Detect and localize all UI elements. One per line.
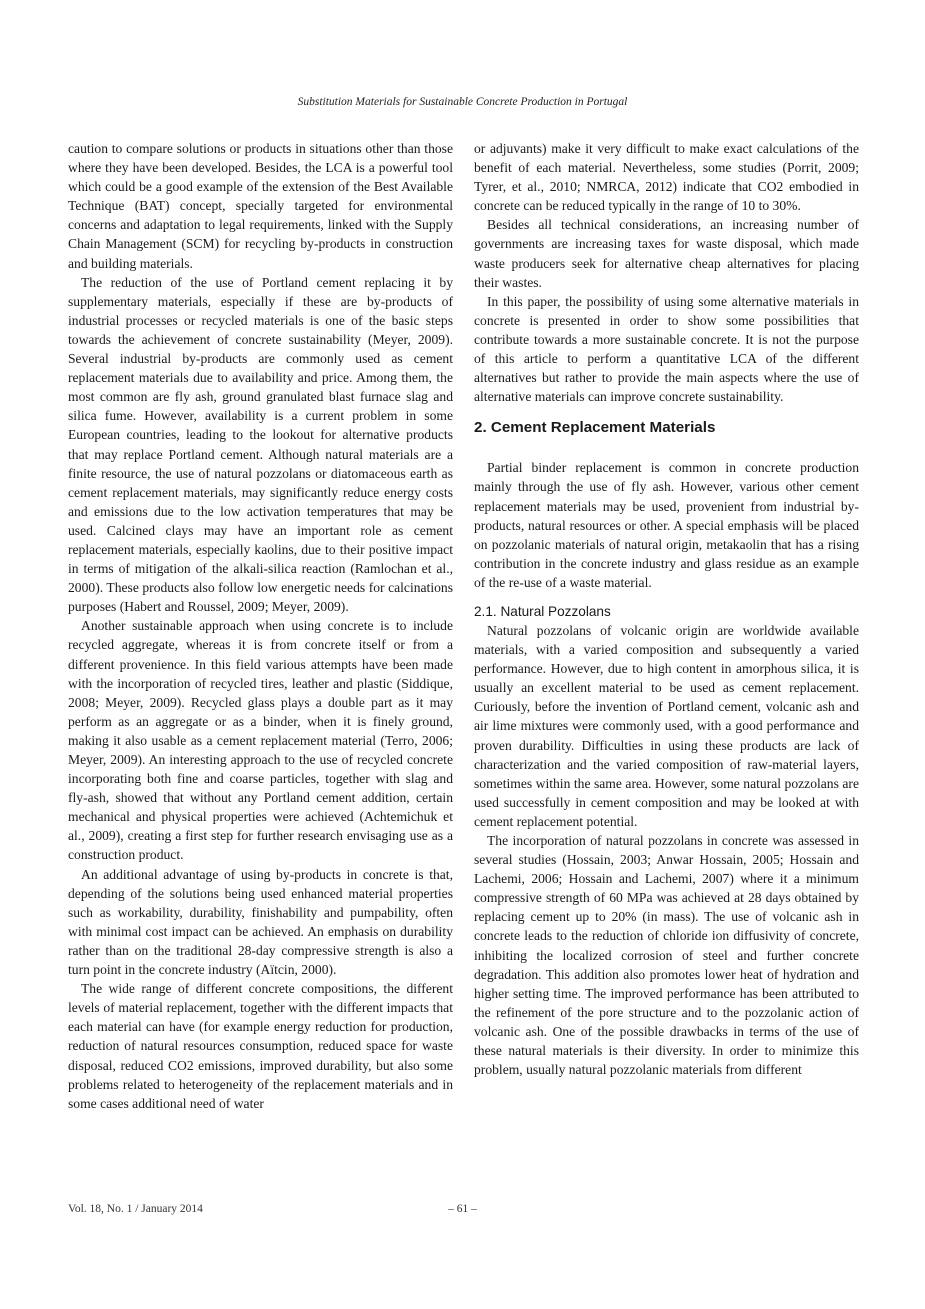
body-paragraph: or adjuvants) make it very difficult to make exact calculations of the benefit of each material. Nevertheless, some studies (Porrit, 2009; Tyrer, et al., 2010; NMRCA, 2012) indicate that CO2 embodied in concrete can be reduced typically in the range of 10 to 30%. [474, 141, 859, 214]
body-paragraph: caution to compare solutions or products in situations other than those where they have been developed. Besides, the LCA is a powerful tool which could be a good example of the extension of the Best Available Technique (BAT) concept, specially targeted for environmental concerns and adaptation to legal requirements, linked with the Supply Chain Management (SCM) for recycling by-products in construction and building materials. [68, 141, 453, 271]
page-number: – 61 – [448, 1203, 477, 1215]
body-paragraph: In this paper, the possibility of using some alternative materials in concrete is presented in order to show some possibilities that contribute towards a more sustainable concrete. It is not the purpose of this article to perform a quantitative LCA of the different alternatives but rather to provide the main aspects where the use of alternative materials can improve concrete sustainability. [474, 293, 859, 405]
running-head: Substitution Materials for Sustainable Concrete Production in Portugal [297, 96, 628, 108]
journal-info: Vol. 18, No. 1 / January 2014 [68, 1203, 203, 1215]
body-paragraph: Besides all technical considerations, an increasing number of governments are increasing taxes for waste disposal, which made waste producers seek for alternative cheap alternatives for placing their wastes. [474, 217, 859, 290]
body-paragraph: The reduction of the use of Portland cement replacing it by supplementary materials, especially if these are by-products of industrial processes or recycled materials is one of the basic steps towards the achievement of concrete sustainability (Meyer, 2009). Several industrial by-products are commonly used as cement replacement materials due to availability and price. Among them, the most common are fly ash, ground granulated blast furnace slag and silica fume. However, availability is a current problem in some European countries, leading to the lookout for alternative products that may replace Portland cement. Although natural materials are a finite resource, the use of natural pozzolans or diatomaceous earth as cement replacement materials, may significantly reduce energy costs and emissions due to the low activation temperatures that may be used. Calcined clays may have an important role as cement replacement materials, especially kaolins, due to their positive impact in terms of mitigation of the alkali-silica reaction (Ramlochan et al., 2000). These products also follow low energetic needs for calcinations purposes (Habert and Roussel, 2009; Meyer, 2009). [68, 274, 453, 615]
subsection-heading: 2.1. Natural Pozzolans [474, 603, 611, 619]
left-column [68, 139, 453, 1113]
body-paragraph: Natural pozzolans of volcanic origin are worldwide available materials, with a varied composition and subsequently a varied performance. However, due to high content in amorphous silica, it is usually an excellent material to be used as cement replacement. Curiously, before the invention of Portland cement, volcanic ash and air lime mixtures were commonly used, with a good performance and proven durability. Difficulties in using these products are lack of characterization and the varied composition of raw-material layers, sometimes within the same area. However, some natural pozzolans are used successfully in cement composition and may be looked at with cement replacement potential. [474, 622, 859, 829]
body-paragraph: Partial binder replacement is common in concrete production mainly through the use of fly ash. However, various other cement replacement materials may be used, provenient from industrial by-products, natural resources or other. A special emphasis will be placed on pozzolanic materials of natural origin, metakaolin that has a rising contribution in the concrete industry and glass residue as an example of the re-use of a waste material. [474, 460, 859, 590]
body-paragraph: The incorporation of natural pozzolans in concrete was assessed in several studies (Hossain, 2003; Anwar Hossain, 2005; Hossain and Lachemi, 2006; Hossain and Lachemi, 2007) where it a minimum compressive strength of 60 MPa was achieved at 28 days obtained by replacing cement up to 20% (in mass). The use of volcanic ash in concrete leads to the reduction of chloride ion diffusivity of concrete, inhibiting the localized corrosion of steel and further concrete degradation. This addition also promotes lower heat of hydration and higher setting time. The improved performance has been attributed to the refinement of the pore structure and to the pozzolanic action of volcanic ash. One of the possible drawbacks in terms of the use of these natural materials is their diversity. In order to minimize this problem, usually natural pozzolanic materials from different [474, 833, 859, 1078]
body-paragraph: Another sustainable approach when using concrete is to include recycled aggregate, whereas it is from concrete itself or from a different provenience. In this field various attempts have been made with the incorporation of recycled tires, leather and plastic (Siddique, 2008; Meyer, 2009). Recycled glass plays a double part as it may perform as an aggregate or as a binder, when it is finely ground, making it also usable as a cement replacement material (Terro, 2006; Meyer, 2009). An interesting approach to the use of recycled concrete incorporating both fine and coarse particles, together with slag and fly-ash, showed that without any Portland cement addition, certain mechanical and physical properties were achieved (Achtemichuk et al., 2009), creating a first step for further research envisaging use as a construction product. [68, 618, 453, 863]
body-paragraph: The wide range of different concrete compositions, the different levels of material replacement, together with the different impacts that each material can have (for example energy reduction for production, reduction of natural resources consumption, reduced space for waste disposal, reduced CO2 emissions, improved durability, but also some problems related to heterogeneity of the replacement materials and in some cases additional need of water [68, 981, 453, 1111]
body-paragraph: An additional advantage of using by-products in concrete is that, depending of the solutions being used enhanced material properties such as workability, durability, finishability and pumpability, often with minimal cost impact can be achieved. An emphasis on durability rather than on the traditional 28-day compressive strength is also a turn point in the concrete industry (Aïtcin, 2000). [68, 866, 453, 978]
section-heading: 2. Cement Replacement Materials [474, 419, 716, 437]
right-column [474, 139, 859, 1079]
